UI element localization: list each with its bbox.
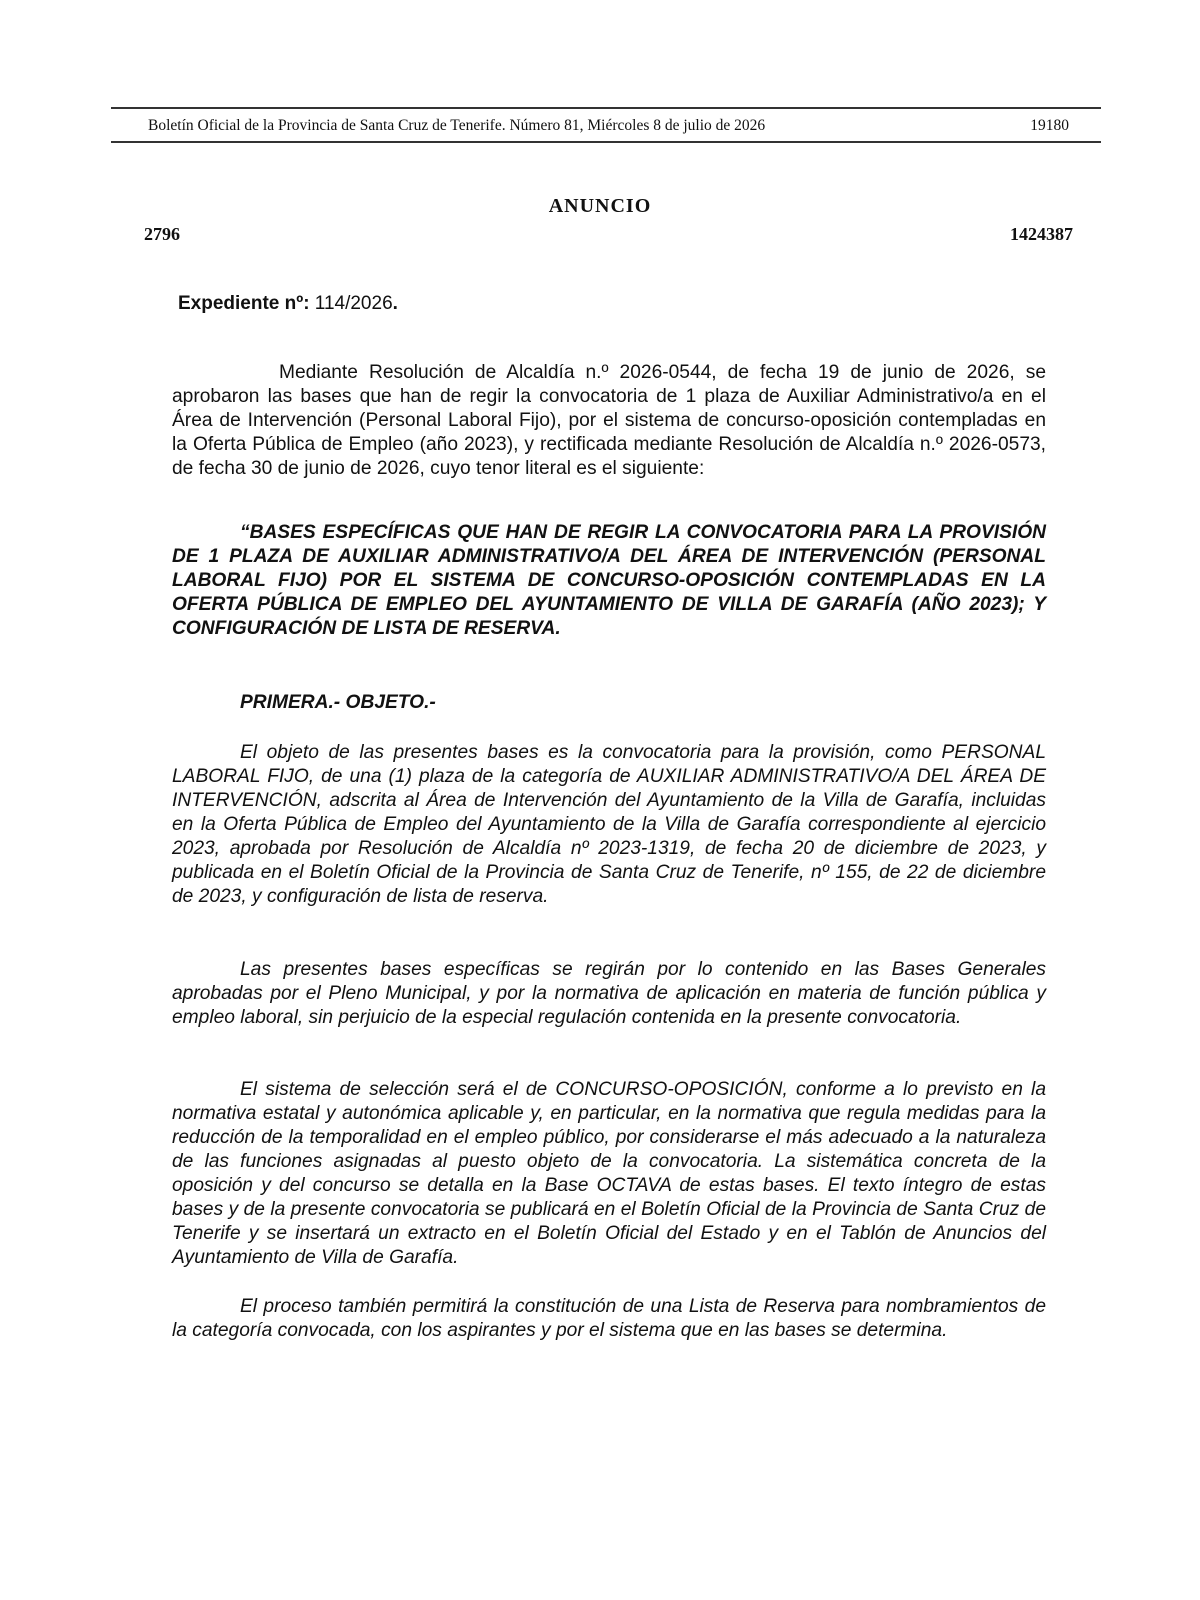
announcement-reference: 1424387 bbox=[1010, 224, 1073, 244]
expediente-value: 114/2026 bbox=[309, 293, 393, 314]
bases-title-text: “BASES ESPECÍFICAS QUE HAN DE REGIR LA CONVOCATORIA PARA LA PROVISIÓN DE 1 PLAZA DE AUXILIAR ADMINISTRATIVO/A DEL ÁREA DE INTERVENCIÓN (PERSONAL LABORAL FIJO) POR EL SISTEMA DE CONCURSO-OPOSICIÓN CONTEMPLADAS EN LA OFERTA PÚBLICA DE EMPLEO DEL AYUNTAMIENTO DE VILLA DE GARAFÍA (AÑO 2023); Y CONFIGURACIÓN DE LISTA DE RESERVA. bbox=[172, 522, 1046, 639]
paragraph-reserve-list bbox=[172, 1295, 1046, 1343]
paragraph-text: El proceso también permitirá la constitución de una Lista de Reserva para nombramientos de la categoría convocada, con los aspirantes y por el sistema que en las bases se determina. bbox=[172, 1296, 1046, 1341]
paragraph-text: El sistema de selección será el de CONCURSO-OPOSICIÓN, conforme a lo previsto en la normativa estatal y autonómica aplicable y, en particular, en la normativa que regula medidas para la reducción de la temporalidad en el empleo público, por considerarse el más adecuado a la naturaleza de las funciones asignadas al puesto objeto de la convocatoria. La sistemática concreta de la oposición y del concurso se detalla en la Base OCTAVA de estas bases. El texto íntegro de estas bases y de la presente convocatoria se publicará en el Boletín Oficial de la Provincia de Santa Cruz de Tenerife y se insertará un extracto en el Boletín Oficial del Estado y en el Tablón de Anuncios del Ayuntamiento de Villa de Garafía. bbox=[172, 1079, 1046, 1268]
bulletin-header bbox=[111, 107, 1101, 143]
paragraph-text: Las presentes bases específicas se regirán por lo contenido en las Bases Generales aprobadas por el Pleno Municipal, y por la normativa de aplicación en materia de función pública y empleo laboral, sin perjuicio de la especial regulación contenida en la presente convocatoria. bbox=[172, 959, 1046, 1028]
announcement-number: 2796 bbox=[144, 224, 180, 244]
paragraph-selection-system bbox=[172, 1078, 1046, 1270]
intro-text: Mediante Resolución de Alcaldía n.º 2026-0544, de fecha 19 de junio de 2026, se aprobaron las bases que han de regir la convocatoria de 1 plaza de Auxiliar Administrativo/a en el Área de Intervención (Personal Laboral Fijo), por el sistema de concurso-oposición contempladas en la Oferta Pública de Empleo (año 2023), y rectificada mediante Resolución de Alcaldía n.º 2026-0573, de fecha 30 de junio de 2026, cuyo tenor literal es el siguiente: bbox=[172, 362, 1046, 479]
paragraph-object bbox=[172, 741, 1046, 909]
intro-paragraph bbox=[172, 361, 1046, 481]
bulletin-title: Boletín Oficial de la Provincia de Santa Cruz de Tenerife. Número 81, Miércoles 8 de julio de 2026 bbox=[148, 117, 766, 134]
expediente-label: Expediente nº: bbox=[178, 293, 310, 314]
announcement-heading: ANUNCIO bbox=[548, 195, 652, 217]
expediente-line bbox=[178, 293, 398, 315]
expediente-suffix: . bbox=[392, 293, 398, 314]
paragraph-text: El objeto de las presentes bases es la convocatoria para la provisión, como PERSONAL LABORAL FIJO, de una (1) plaza de la categoría de AUXILIAR ADMINISTRATIVO/A DEL ÁREA DE INTERVENCIÓN, adscrita al Área de Intervención del Ayuntamiento de la Villa de Garafía, incluidas en la Oferta Pública de Empleo del Ayuntamiento de la Villa de Garafía correspondiente al ejercicio 2023, aprobada por Resolución de Alcaldía nº 2023-1319, de fecha 20 de diciembre de 2023, y publicada en el Boletín Oficial de la Provincia de Santa Cruz de Tenerife, nº 155, de 22 de diciembre de 2023, y configuración de lista de reserva. bbox=[172, 742, 1046, 907]
page-number: 19180 bbox=[1030, 117, 1069, 134]
bases-title bbox=[172, 521, 1046, 641]
paragraph-regulation bbox=[172, 958, 1046, 1030]
section-heading: PRIMERA.- OBJETO.- bbox=[240, 692, 436, 713]
